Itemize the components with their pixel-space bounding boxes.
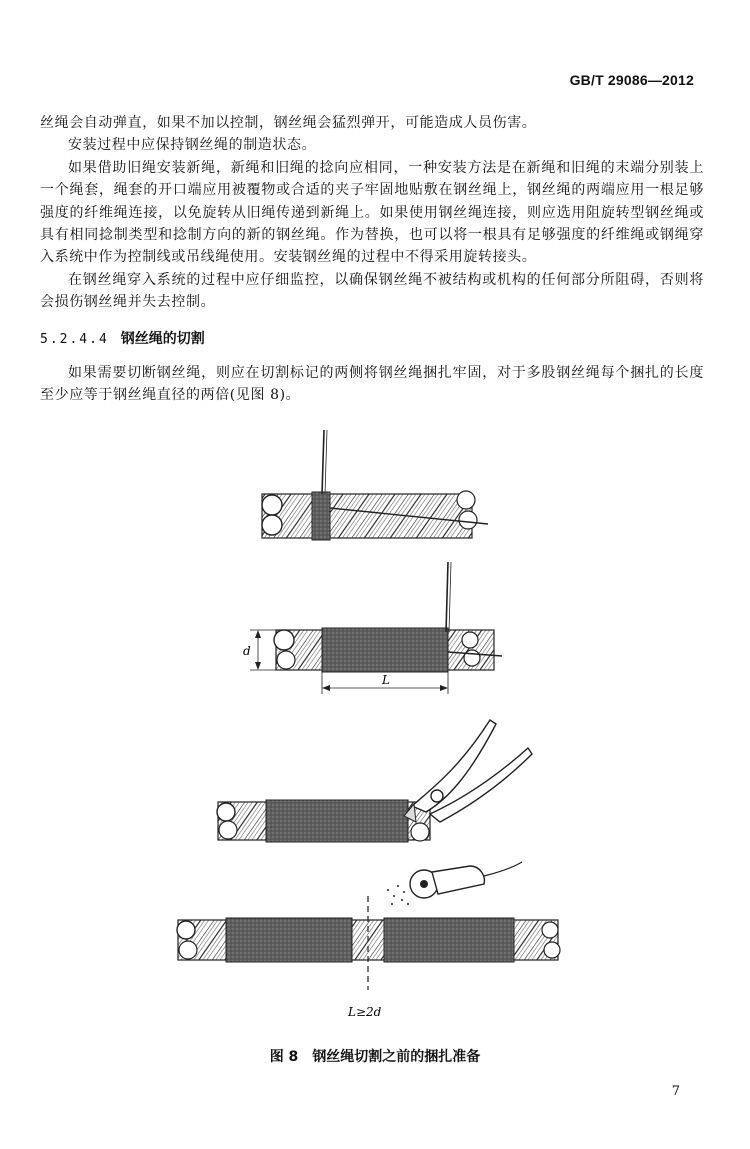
paragraph-4: 在钢丝绳穿入系统的过程中应仔细监控，以确保钢丝绳不被结构或机构的任何部分所阻碍，否则将会损伤钢丝绳并失去控制。 [40, 271, 704, 311]
standard-code: GB/T 29086—2012 [569, 72, 694, 88]
figure-caption [0, 1046, 750, 1066]
angle-grinder-icon [387, 862, 522, 905]
label-d: d [243, 644, 251, 658]
page-number: 7 [671, 1084, 680, 1099]
rope-3 [217, 800, 430, 842]
rope-2 [250, 562, 502, 694]
rope-4 [177, 896, 560, 990]
rope-1 [262, 430, 488, 540]
body-text [40, 112, 704, 314]
pliers-icon [404, 720, 532, 822]
label-L: L [382, 673, 390, 687]
section-heading [40, 328, 205, 348]
figure-title: 钢丝绳切割之前的捆扎准备 [312, 1049, 481, 1065]
formula-label: L≥2d [348, 1005, 382, 1019]
section-paragraph: 如果需要切断钢丝绳，则应在切割标记的两侧将钢丝绳捆扎牢固，对于多股钢丝绳每个捆扎的长度至少应等于钢丝绳直径的两倍(见图 8)。 [40, 365, 704, 404]
paragraph-2: 安装过程中应保持钢丝绳的制造状态。 [68, 137, 317, 154]
section-title: 钢丝绳的切割 [120, 331, 205, 347]
paragraph-1: 丝绳会自动弹直，如果不加以控制，钢丝绳会猛烈弹开，可能造成人员伤害。 [40, 115, 537, 131]
section-number: 5.2.4.4 [40, 332, 109, 347]
figure-8-illustration [0, 400, 750, 1040]
paragraph-3: 如果借助旧绳安装新绳，新绳和旧绳的捻向应相同，一种安装方法是在新绳和旧绳的末端分别装上一个绳套，绳套的开口端应用被覆物或合适的夹子牢固地贴敷在钢丝绳上，钢丝绳的两端应用一根足够强度的纤维绳连接，以免旋转从旧绳传递到新绳上。如果使用钢丝绳连接，则应选用阻旋转型钢丝绳或具有相同捻制类型和捻制方向的新的钢丝绳。作为替换，也可以将一根具有足够强度的纤维绳或钢绳穿入系统中作为控制线或吊线绳使用。安装钢丝绳的过程中不得采用旋转接头。 [40, 159, 704, 266]
figure-number: 图 8 [269, 1049, 299, 1065]
